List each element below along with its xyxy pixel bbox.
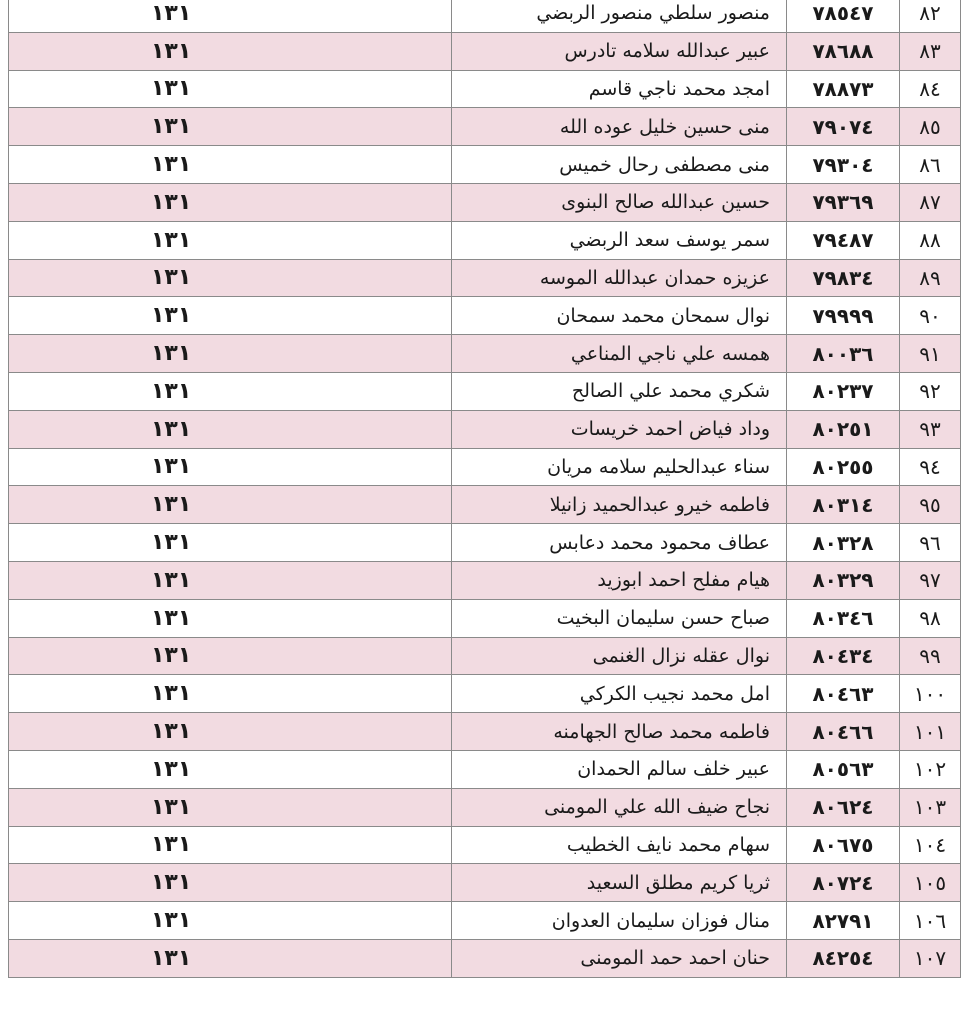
sequence-cell: ٨٧ [900, 183, 961, 221]
number-cell: ٨٠٤٣٤ [787, 637, 900, 675]
table-row [9, 939, 961, 977]
number-cell: ٨٠٣١٤ [787, 486, 900, 524]
table-row [9, 0, 961, 32]
name-cell: شكري محمد علي الصالح [452, 372, 787, 410]
sequence-cell: ٨٩ [900, 259, 961, 297]
score-cell: ١٣١ [9, 561, 452, 599]
number-cell: ٧٩٣٠٤ [787, 146, 900, 184]
number-cell: ٨٠٦٧٥ [787, 826, 900, 864]
score-cell: ١٣١ [9, 183, 452, 221]
table-row [9, 902, 961, 940]
names-table-body [9, 0, 961, 977]
table-row [9, 448, 961, 486]
table-row [9, 183, 961, 221]
sequence-cell: ١٠٤ [900, 826, 961, 864]
score-cell: ١٣١ [9, 146, 452, 184]
score-cell: ١٣١ [9, 675, 452, 713]
name-cell: ثريا كريم مطلق السعيد [452, 864, 787, 902]
number-cell: ٧٩٤٨٧ [787, 221, 900, 259]
name-cell: امجد محمد ناجي قاسم [452, 70, 787, 108]
score-cell: ١٣١ [9, 410, 452, 448]
sequence-cell: ١٠١ [900, 713, 961, 751]
number-cell: ٨٠٢٣٧ [787, 372, 900, 410]
score-cell: ١٣١ [9, 335, 452, 373]
score-cell: ١٣١ [9, 864, 452, 902]
sequence-cell: ٨٤ [900, 70, 961, 108]
score-cell: ١٣١ [9, 32, 452, 70]
sequence-cell: ٩٠ [900, 297, 961, 335]
number-cell: ٨٠٣٤٦ [787, 599, 900, 637]
number-cell: ٨٠٤٦٦ [787, 713, 900, 751]
score-cell: ١٣١ [9, 713, 452, 751]
name-cell: عبير خلف سالم الحمدان [452, 750, 787, 788]
number-cell: ٧٨٥٤٧ [787, 0, 900, 32]
name-cell: همسه علي ناجي المناعي [452, 335, 787, 373]
name-cell: منى مصطفى رحال خميس [452, 146, 787, 184]
score-cell: ١٣١ [9, 599, 452, 637]
name-cell: منى حسين خليل عوده الله [452, 108, 787, 146]
score-cell: ١٣١ [9, 524, 452, 562]
name-cell: عبير عبدالله سلامه تادرس [452, 32, 787, 70]
score-cell: ١٣١ [9, 750, 452, 788]
table-row [9, 788, 961, 826]
name-cell: نوال سمحان محمد سمحان [452, 297, 787, 335]
sequence-cell: ١٠٧ [900, 939, 961, 977]
names-table [8, 0, 961, 978]
sequence-cell: ١٠٣ [900, 788, 961, 826]
name-cell: نجاح ضيف الله علي المومنى [452, 788, 787, 826]
name-cell: عطاف محمود محمد دعابس [452, 524, 787, 562]
sequence-cell: ٩٤ [900, 448, 961, 486]
table-row [9, 410, 961, 448]
sequence-cell: ٩٨ [900, 599, 961, 637]
name-cell: فاطمه خيرو عبدالحميد زانيلا [452, 486, 787, 524]
number-cell: ٨٠٣٢٩ [787, 561, 900, 599]
number-cell: ٨٠٥٦٣ [787, 750, 900, 788]
score-cell: ١٣١ [9, 788, 452, 826]
table-row [9, 561, 961, 599]
sequence-cell: ٩٩ [900, 637, 961, 675]
table-row [9, 297, 961, 335]
score-cell: ١٣١ [9, 297, 452, 335]
number-cell: ٨٠٢٥٥ [787, 448, 900, 486]
name-cell: امل محمد نجيب الكركي [452, 675, 787, 713]
number-cell: ٨٠٢٥١ [787, 410, 900, 448]
number-cell: ٨٠٣٢٨ [787, 524, 900, 562]
table-row [9, 599, 961, 637]
score-cell: ١٣١ [9, 939, 452, 977]
table-row [9, 259, 961, 297]
number-cell: ٧٩٩٩٩ [787, 297, 900, 335]
number-cell: ٧٩٨٣٤ [787, 259, 900, 297]
number-cell: ٨٤٢٥٤ [787, 939, 900, 977]
sequence-cell: ١٠٥ [900, 864, 961, 902]
table-row [9, 524, 961, 562]
score-cell: ١٣١ [9, 108, 452, 146]
name-cell: سمر يوسف سعد الربضي [452, 221, 787, 259]
sequence-cell: ٨٢ [900, 0, 961, 32]
table-row [9, 713, 961, 751]
number-cell: ٧٩٣٦٩ [787, 183, 900, 221]
score-cell: ١٣١ [9, 372, 452, 410]
score-cell: ١٣١ [9, 259, 452, 297]
table-row [9, 750, 961, 788]
table-row [9, 221, 961, 259]
name-cell: سناء عبدالحليم سلامه مريان [452, 448, 787, 486]
score-cell: ١٣١ [9, 448, 452, 486]
table-row [9, 826, 961, 864]
sequence-cell: ٨٨ [900, 221, 961, 259]
sequence-cell: ٩٦ [900, 524, 961, 562]
name-cell: حسين عبدالله صالح البنوى [452, 183, 787, 221]
sequence-cell: ٩٢ [900, 372, 961, 410]
name-cell: وداد فياض احمد خريسات [452, 410, 787, 448]
name-cell: صباح حسن سليمان البخيت [452, 599, 787, 637]
number-cell: ٧٨٦٨٨ [787, 32, 900, 70]
number-cell: ٨٠٦٢٤ [787, 788, 900, 826]
sequence-cell: ١٠٠ [900, 675, 961, 713]
name-cell: منصور سلطي منصور الربضي [452, 0, 787, 32]
score-cell: ١٣١ [9, 486, 452, 524]
table-row [9, 70, 961, 108]
sequence-cell: ١٠٦ [900, 902, 961, 940]
sequence-cell: ٩١ [900, 335, 961, 373]
sequence-cell: ٨٣ [900, 32, 961, 70]
sequence-cell: ٩٣ [900, 410, 961, 448]
sequence-cell: ٨٥ [900, 108, 961, 146]
sequence-cell: ٨٦ [900, 146, 961, 184]
sequence-cell: ٩٥ [900, 486, 961, 524]
table-row [9, 108, 961, 146]
name-cell: سهام محمد نايف الخطيب [452, 826, 787, 864]
score-cell: ١٣١ [9, 637, 452, 675]
name-cell: نوال عقله نزال الغنمى [452, 637, 787, 675]
number-cell: ٨٠٠٣٦ [787, 335, 900, 373]
table-row [9, 486, 961, 524]
score-cell: ١٣١ [9, 0, 452, 32]
sequence-cell: ١٠٢ [900, 750, 961, 788]
table-row [9, 864, 961, 902]
number-cell: ٨٠٤٦٣ [787, 675, 900, 713]
number-cell: ٧٩٠٧٤ [787, 108, 900, 146]
table-row [9, 335, 961, 373]
number-cell: ٨٢٧٩١ [787, 902, 900, 940]
table-row [9, 146, 961, 184]
sequence-cell: ٩٧ [900, 561, 961, 599]
number-cell: ٧٨٨٧٣ [787, 70, 900, 108]
table-row [9, 372, 961, 410]
score-cell: ١٣١ [9, 902, 452, 940]
table-row [9, 637, 961, 675]
score-cell: ١٣١ [9, 826, 452, 864]
name-cell: منال فوزان سليمان العدوان [452, 902, 787, 940]
score-cell: ١٣١ [9, 70, 452, 108]
table-row [9, 32, 961, 70]
table-row [9, 675, 961, 713]
name-cell: عزيزه حمدان عبدالله الموسه [452, 259, 787, 297]
name-cell: هيام مفلح احمد ابوزيد [452, 561, 787, 599]
score-cell: ١٣١ [9, 221, 452, 259]
name-cell: فاطمه محمد صالح الجهامنه [452, 713, 787, 751]
number-cell: ٨٠٧٢٤ [787, 864, 900, 902]
name-cell: حنان احمد حمد المومنى [452, 939, 787, 977]
